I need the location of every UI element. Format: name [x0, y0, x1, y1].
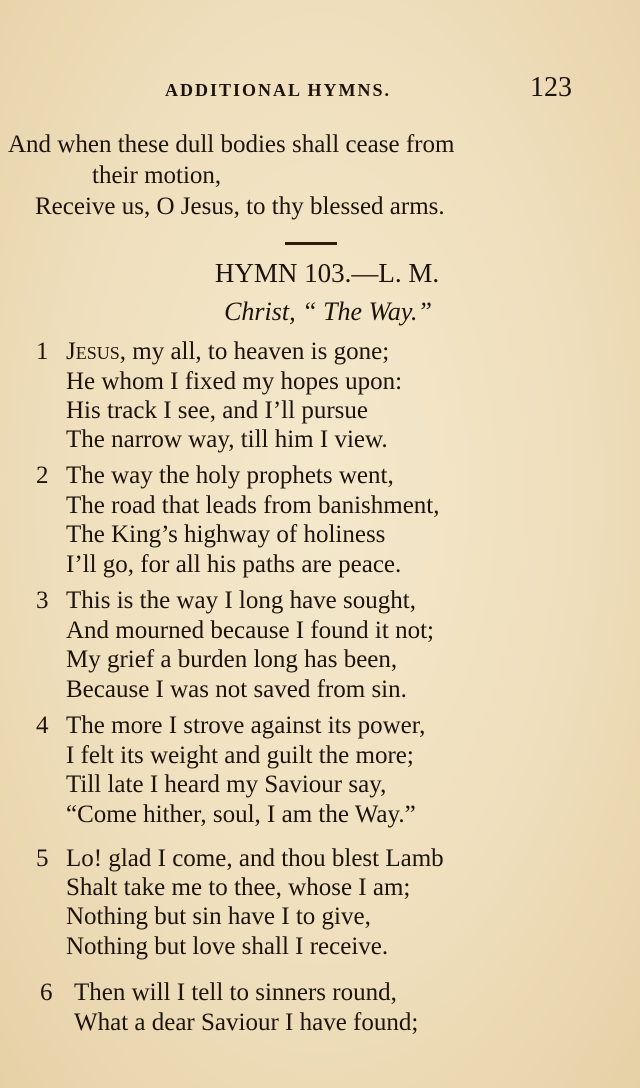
verse-line: Nothing but love shall I receive.	[66, 933, 389, 960]
verse-line: “Come hither, soul, I am the Way.”	[66, 801, 416, 828]
verse-number: 4	[36, 712, 49, 739]
verse-line-text: , my all, to heaven is gone;	[119, 338, 390, 365]
verse-line: My grief a burden long has been,	[66, 646, 398, 673]
verse-first-word: Jesus	[66, 338, 120, 365]
verse-line: The narrow way, till him I view.	[66, 426, 388, 453]
verse-line: This is the way I long have sought,	[66, 587, 416, 614]
verse-line: Shalt take me to thee, whose I am;	[66, 874, 411, 901]
continuation-line: And when these dull bodies shall cease from	[8, 131, 455, 158]
verse-number: 3	[36, 587, 49, 614]
verse-line: The King’s highway of holiness	[66, 521, 386, 548]
verse-number: 6	[40, 979, 53, 1006]
verse-line: The way the holy prophets went,	[66, 462, 394, 489]
verse-number: 5	[36, 845, 49, 872]
section-rule	[285, 242, 337, 245]
running-head	[0, 72, 640, 112]
continuation-line: Receive us, O Jesus, to thy blessed arms.	[35, 193, 445, 220]
verse-number: 1	[36, 338, 49, 365]
verse-line: Till late I heard my Saviour say,	[66, 771, 387, 798]
running-title: ADDITIONAL HYMNS.	[165, 80, 392, 100]
verse-number: 2	[36, 462, 49, 489]
hymn-title: HYMN 103.—L. M.	[214, 258, 440, 288]
page-number: 123	[530, 72, 572, 103]
verse-line: I’ll go, for all his paths are peace.	[66, 551, 402, 578]
verse-line: His track I see, and I’ll pursue	[66, 397, 368, 424]
verse-line: I felt its weight and guilt the more;	[66, 742, 414, 769]
verse-line: The road that leads from banishment,	[66, 492, 440, 519]
verse-line: He whom I fixed my hopes upon:	[66, 368, 403, 395]
verse-line: What a dear Saviour I have found;	[74, 1009, 419, 1036]
continuation-line: their motion,	[92, 162, 222, 189]
verse-line: Because I was not saved from sin.	[66, 676, 407, 703]
verse-line: Nothing but sin have I to give,	[66, 903, 371, 930]
verse-line: Lo! glad I come, and thou blest Lamb	[66, 845, 444, 872]
verse-line	[66, 337, 389, 367]
verse-line: Then will I tell to sinners round,	[74, 979, 397, 1006]
verse-line: The more I strove against its power,	[66, 712, 426, 739]
hymn-subtitle: Christ, “ The Way.”	[224, 297, 432, 326]
verse-line: And mourned because I found it not;	[66, 617, 434, 644]
